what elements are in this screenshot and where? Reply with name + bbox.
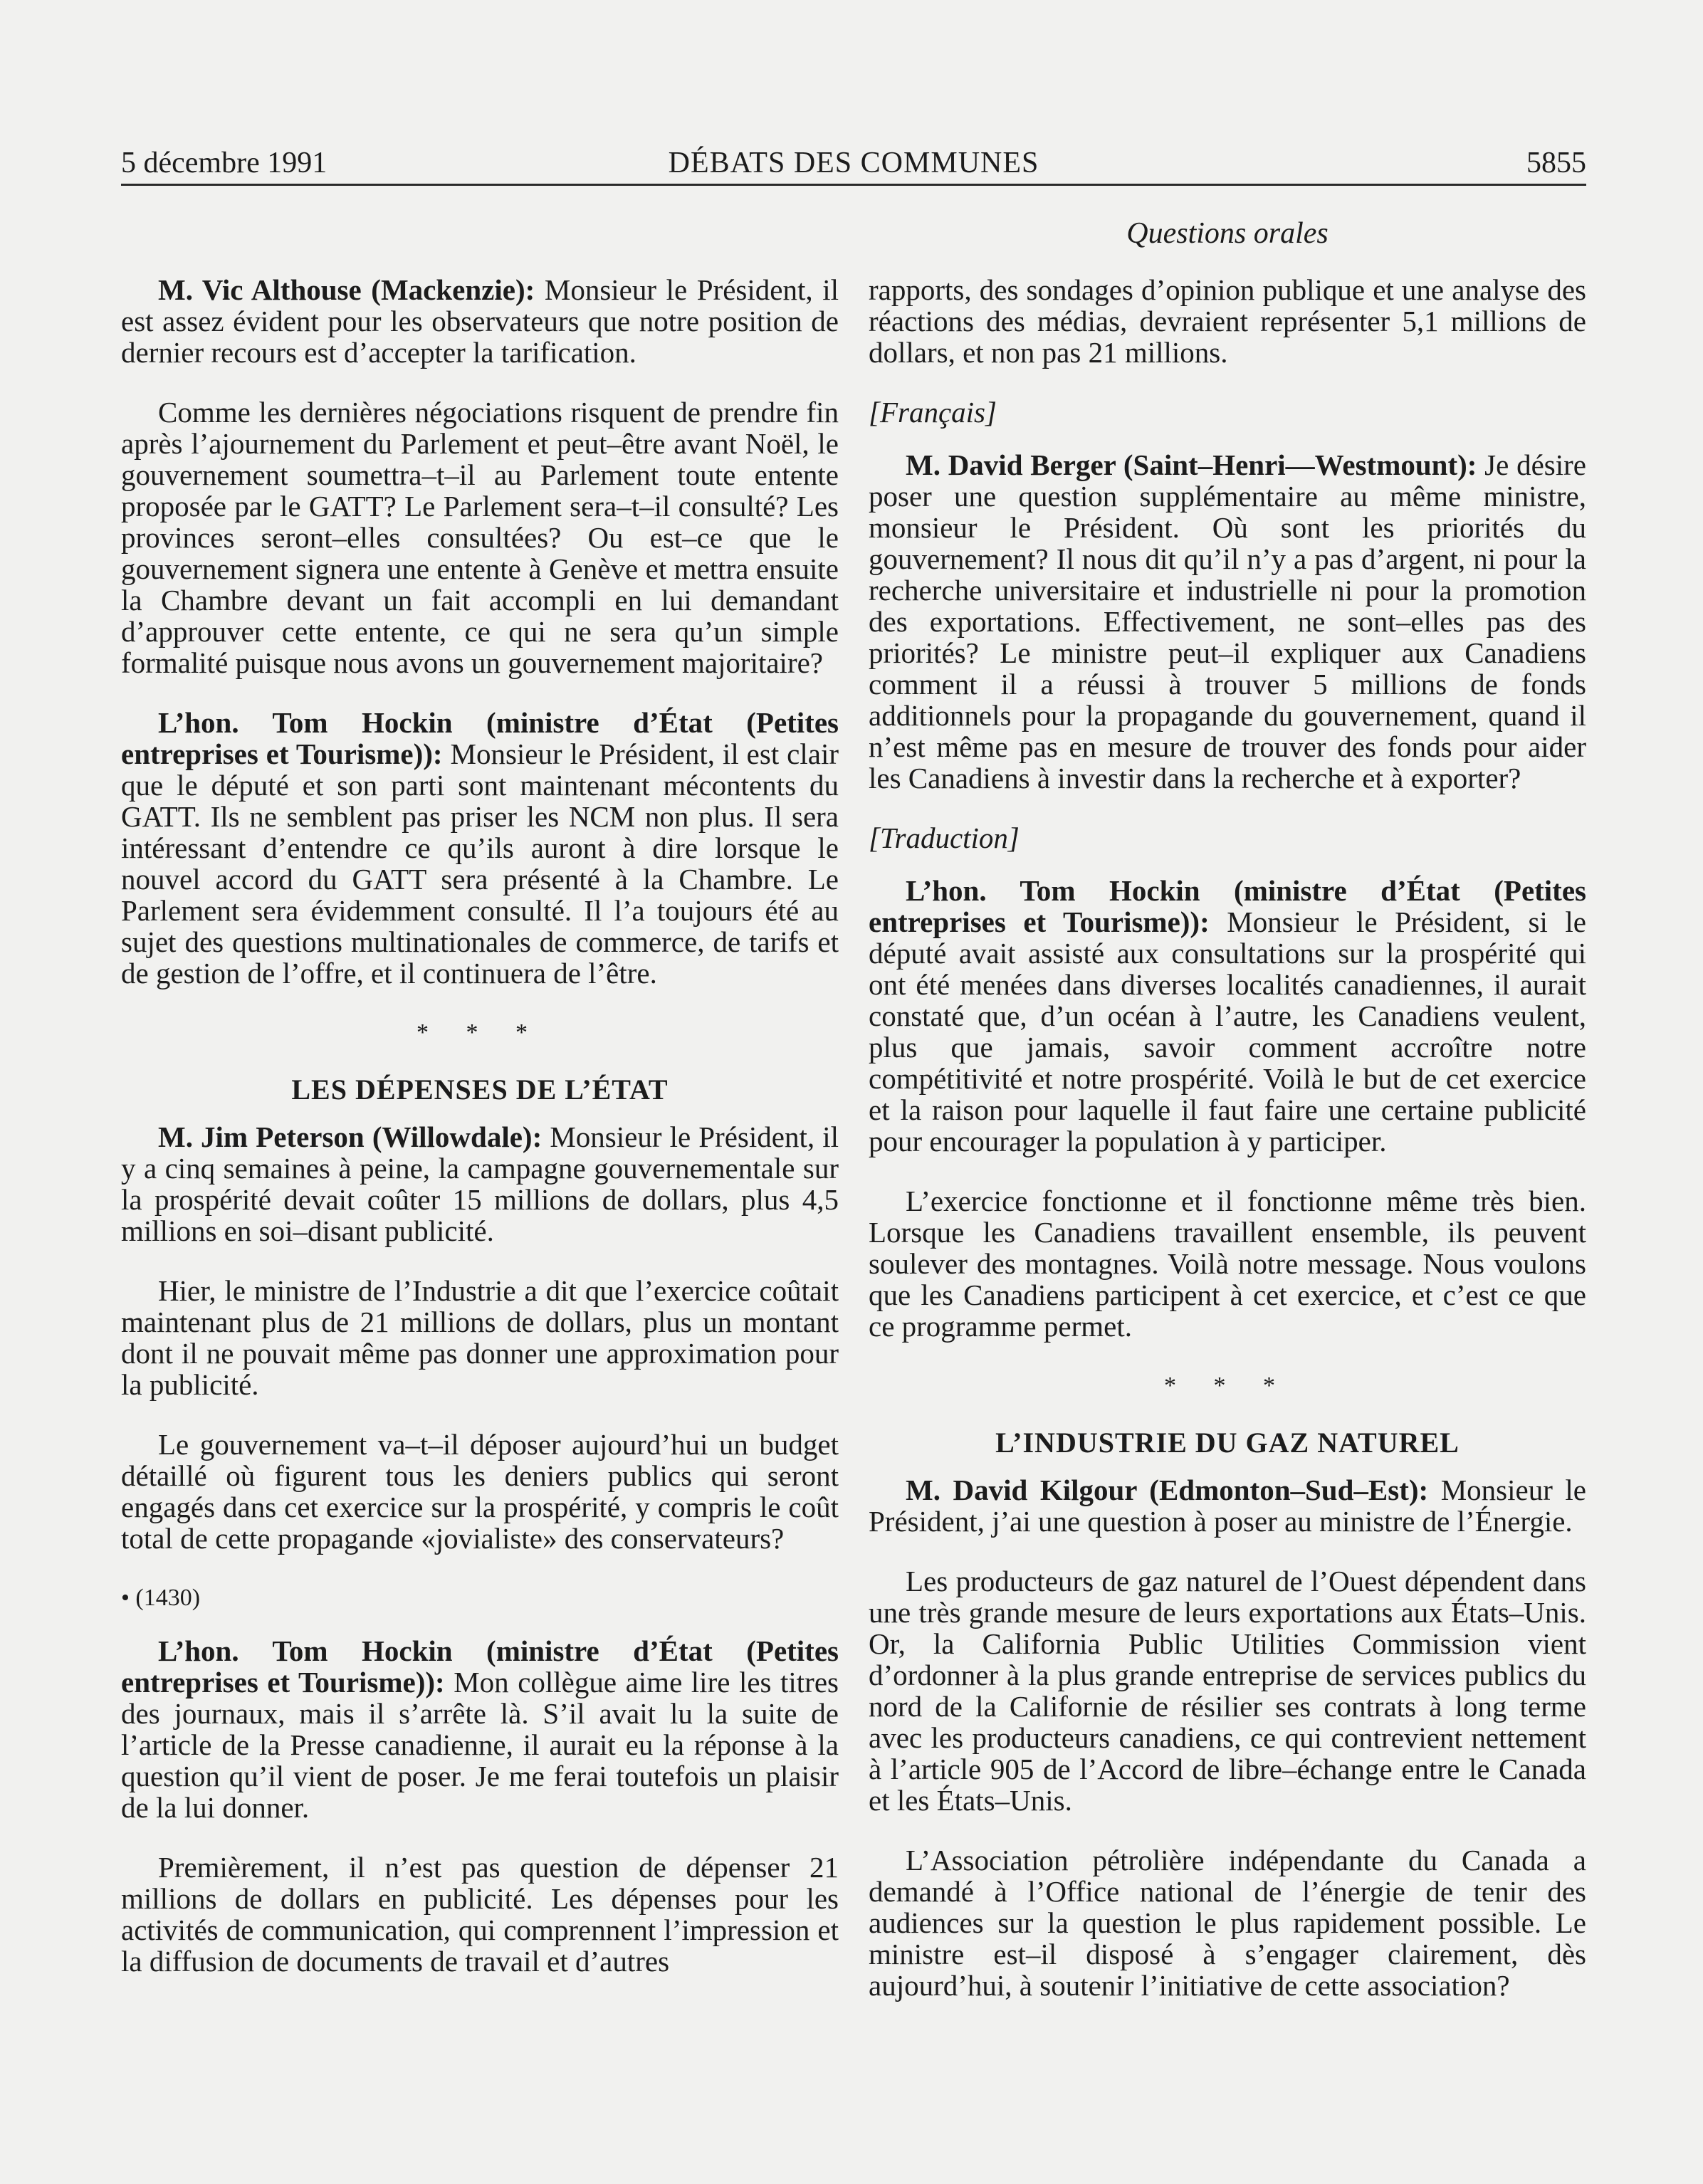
header-title: DÉBATS DES COMMUNES	[668, 147, 1039, 179]
paragraph	[121, 1121, 839, 1246]
section-separator: * * *	[416, 1019, 543, 1046]
paragraph: L’Association pétrolière indépendante du Canada a demandé à l’Office national de l’énergie de tenir des audiences sur la question le plus rapidement possible. Le ministre est–il disposé à s’engager clairement, dès aujourd’hui, à soutenir l’initiative de cette association?	[869, 1844, 1586, 2002]
language-tag	[869, 397, 1586, 428]
language-tag-text: [Français]	[869, 396, 997, 429]
header-page-number: 5855	[1526, 147, 1586, 179]
paragraph: Premièrement, il n’est pas question de dépenser 21 millions de dollars en publicité. Les dépenses pour les activités de communication, qui comprennent l’impression et la diffusion de documents de travail et d’autres	[121, 1851, 839, 1978]
paragraph: L’exercice fonctionne et il fonctionne même très bien. Lorsque les Canadiens travaillent ensemble, ils peuvent soulever des montagnes. Voilà notre message. Nous voulons que les Canadiens participent à cet exercice, et c’est ce que ce programme permet.	[869, 1185, 1586, 1343]
right-column	[869, 274, 1586, 2030]
section-label: Questions orales	[1126, 217, 1329, 250]
speaker-name: M. David Berger (Saint–Henri—Westmount):	[906, 448, 1477, 481]
paragraph	[869, 875, 1586, 1157]
paragraph	[121, 1635, 839, 1823]
header-rule	[121, 184, 1586, 186]
speech-text: Monsieur le Président, il est clair que le député et son parti sont maintenant mécontents du GATT. Ils ne semblent pas priser les NCM non plus. Il sera intéressant d’entendre ce qu’ils auront à dire lorsque le nouvel accord du GATT sera présenté à la Chambre. Le Parlement sera évidemment consulté. Il l’a toujours été au sujet des questions multinationales de commerce, de tarifs et de gestion de l’offre, et il continuera de l’être.	[121, 737, 839, 989]
paragraph: Les producteurs de gaz naturel de l’Ouest dépendent dans une très grande mesure de leurs exportations aux États–Unis. Or, la California Public Utilities Commission vient d’ordonner à la plus grande entreprise de services publics du nord de la Californie de résilier ses contrats à long terme avec les producteurs canadiens, ce qui contrevient nettement à l’article 905 de l’Accord de libre–échange entre le Canada et les États–Unis.	[869, 1565, 1586, 1817]
section-separator: * * *	[1164, 1372, 1291, 1399]
speaker-name: L’hon. Tom Hockin (ministre d’État (Petites entreprises et Tourisme)):	[869, 874, 1586, 938]
page-header	[121, 142, 1586, 184]
left-column	[121, 274, 839, 2005]
section-heading: LES DÉPENSES DE L’ÉTAT	[291, 1073, 669, 1106]
speech-text: Monsieur le Président, il y a cinq semaines à peine, la campagne gouvernementale sur la prospérité devait coûter 15 millions de dollars, plus 4,5 millions en soi–disant publicité.	[121, 1120, 839, 1247]
paragraph: Le gouvernement va–t–il déposer aujourd’hui un budget détaillé où figurent tous les deniers publics qui seront engagés dans cet exercice sur la prospérité, y compris le coût total de cette propagande «jovialiste» des conservateurs?	[121, 1428, 839, 1555]
language-tag-text: [Traduction]	[869, 821, 1020, 854]
time-marker: • (1430)	[121, 1585, 201, 1611]
paragraph	[121, 707, 839, 989]
paragraph	[121, 274, 839, 368]
speech-text: Je désire poser une question supplémentaire au même ministre, monsieur le Président. Où sont les priorités du gouvernement? Il nous dit qu’il n’y a pas d’argent, ni pour la recherche universitaire et industrielle ni pour la promotion des exportations. Effectivement, ne sont–elles pas des priorités? Le ministre peut–il expliquer aux Canadiens comment il a réussi à trouver 5 millions de fonds additionnels pour la propagande du gouvernement, quand il n’est même pas en mesure de trouver des fonds pour aider les Canadiens à investir dans la recherche et à exporter?	[869, 448, 1586, 794]
speaker-name: M. Jim Peterson (Willowdale):	[158, 1120, 543, 1153]
paragraph: Hier, le ministre de l’Industrie a dit que l’exercice coûtait maintenant plus de 21 millions de dollars, plus un montant dont il ne pouvait même pas donner une approximation pour la publicité.	[121, 1274, 839, 1401]
paragraph: Comme les dernières négociations risquent de prendre fin après l’ajournement du Parlement et peut–être avant Noël, le gouvernement soumettra–t–il au Parlement toute entente proposée par le GATT? Le Parlement sera–t–il consulté? Les provinces seront–elles consultées? Ou est–ce que le gouvernement signera une entente à Genève et mettra ensuite la Chambre devant un fait accompli en lui demandant d’approuver cette entente, ce qui ne sera qu’un simple formalité puisque nous avons un gouvernement majoritaire?	[121, 396, 839, 679]
header-date: 5 décembre 1991	[121, 147, 328, 179]
speech-text: Monsieur le Président, il est assez évident pour les observateurs que notre position de dernier recours est d’accepter la tarification.	[121, 273, 839, 369]
language-tag	[869, 822, 1586, 854]
paragraph	[869, 449, 1586, 794]
speaker-name: M. Vic Althouse (Mackenzie):	[158, 273, 535, 306]
section-heading: L’INDUSTRIE DU GAZ NATUREL	[995, 1427, 1460, 1459]
paragraph	[869, 1474, 1586, 1537]
speaker-name: M. David Kilgour (Edmonton–Sud–Est):	[906, 1474, 1429, 1506]
speech-text: Mon collègue aime lire les titres des journaux, mais il s’arrête là. S’il avait lu la suite de l’article de la Presse canadienne, il aurait eu la réponse à la question qu’il vient de poser. Je me ferai toutefois un plaisir de la lui donner.	[121, 1666, 839, 1824]
speech-text: Monsieur le Président, si le député avait assisté aux consultations sur la prospérité qui ont été menées dans diverses localités canadiennes, il aurait constaté que, d’un océan à l’autre, les Canadiens veulent, plus que jamais, savoir comment accroître notre compétitivité et notre prospérité. Voilà le but de cet exercice et la raison pour laquelle il faut faire une certaine publicité pour encourager la population à y participer.	[869, 905, 1586, 1157]
speaker-name: L’hon. Tom Hockin (ministre d’État (Petites entreprises et Tourisme)):	[121, 1634, 839, 1699]
speech-text: Monsieur le Président, j’ai une question à poser au ministre de l’Énergie.	[869, 1474, 1586, 1538]
paragraph: rapports, des sondages d’opinion publique et une analyse des réactions des médias, devraient représenter 5,1 millions de dollars, et non pas 21 millions.	[869, 273, 1586, 369]
speaker-name: L’hon. Tom Hockin (ministre d’État (Petites entreprises et Tourisme)):	[121, 706, 839, 770]
